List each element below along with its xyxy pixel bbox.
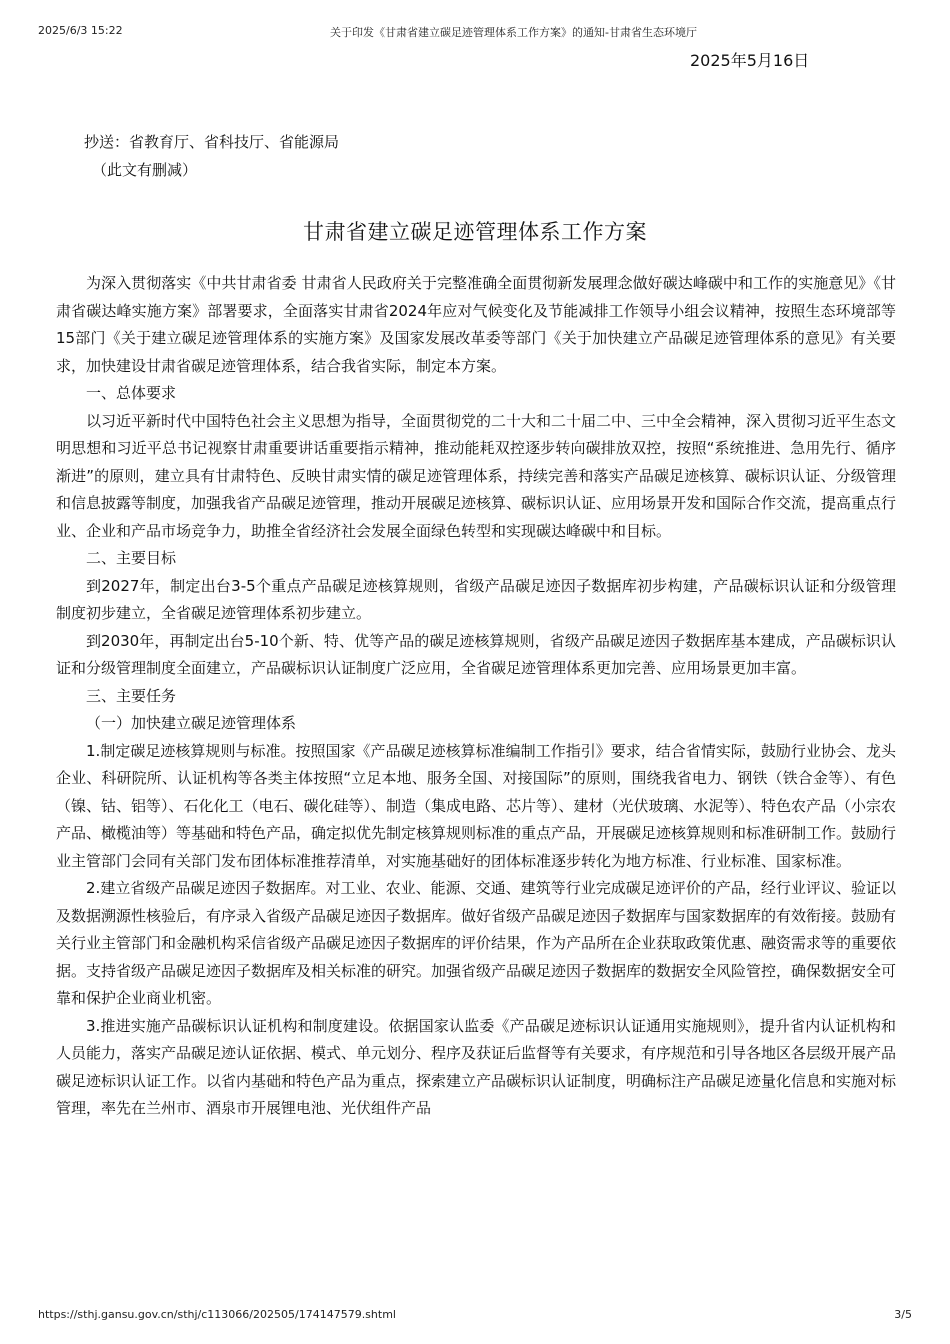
document-body	[56, 270, 896, 1123]
print-page-title: 关于印发《甘肃省建立碳足迹管理体系工作方案》的通知-甘肃省生态环境厅	[330, 26, 697, 39]
paragraph-task-1: 1.制定碳足迹核算规则与标准。按照国家《产品碳足迹核算标准编制工作指引》要求，结合省情实际，鼓励行业协会、龙头企业、科研院所、认证机构等各类主体按照“立足本地、服务全国、对接国际”的原则，围绕我省电力、钢铁（铁合金等）、有色（镍、钴、铝等）、石化化工（电石、碳化硅等）、制造（集成电路、芯片等）、建材（光伏玻璃、水泥等）、特色农产品（小宗农产品、橄榄油等）等基础和特色产品，确定拟优先制定核算规则标准的重点产品，开展碳足迹核算规则和标准研制工作。鼓励行业主管部门会同有关部门发布团体标准推荐清单，对实施基础好的团体标准逐步转化为地方标准、行业标准、国家标准。	[56, 741, 897, 870]
section-heading-general: 一、总体要求	[86, 384, 177, 402]
document-title: 甘肃省建立碳足迹管理体系工作方案	[303, 220, 647, 244]
paragraph-goal-2027: 到2027年，制定出台3-5个重点产品碳足迹核算规则，省级产品碳足迹因子数据库初步构建，产品碳标识认证和分级管理制度初步建立，全省碳足迹管理体系初步建立。	[56, 576, 896, 622]
print-url: https://sthj.gansu.gov.cn/sthj/c113066/202505/174147579.shtml	[38, 1308, 396, 1321]
paragraph-goal-2030: 到2030年，再制定出台5-10个新、特、优等产品的碳足迹核算规则，省级产品碳足迹因子数据库基本建成，产品碳标识认证和分级管理制度全面建立，产品碳标识认证制度广泛应用，全省碳足迹管理体系更加完善、应用场景更加丰富。	[56, 631, 896, 677]
abridged-note: （此文有删减）	[92, 161, 198, 179]
print-page-number: 3/5	[894, 1308, 912, 1321]
section-heading-tasks: 三、主要任务	[86, 686, 177, 705]
subsection-heading-1: （一）加快建立碳足迹管理体系	[86, 714, 297, 732]
section-heading-goals: 二、主要目标	[86, 549, 177, 567]
paragraph-general: 以习近平新时代中国特色社会主义思想为指导，全面贯彻党的二十大和二十届二中、三中全会精神，深入贯彻习近平生态文明思想和习近平总书记视察甘肃重要讲话重要指示精神，推动能耗双控逐步转向碳排放双控，按照“系统推进、急用先行、循序渐进”的原则，建立具有甘肃特色、反映甘肃实情的碳足迹管理体系，持续完善和落实产品碳足迹核算、碳标识认证、分级管理和信息披露等制度，加强我省产品碳足迹管理，推动开展碳足迹核算、碳标识认证、应用场景开发和国际合作交流，提高重点行业、企业和产品市场竞争力，助推全省经济社会发展全面绿色转型和实现碳达峰碳中和目标。	[56, 411, 897, 540]
cc-line: 抄送：省教育厅、省科技厅、省能源局	[84, 133, 340, 151]
paragraph-task-3: 3.推进实施产品碳标识认证机构和制度建设。依据国家认监委《产品碳足迹标识认证通用实施规则》，提升省内认证机构和人员能力，落实产品碳足迹认证依据、模式、单元划分、程序及获证后监督等有关要求，有序规范和引导各地区各层级开展产品碳足迹标识认证工作。以省内基础和特色产品为重点，探索建立产品碳标识认证制度，明确标注产品碳足迹量化信息和实施对标管理，率先在兰州市、酒泉市开展锂电池、光伏组件产品	[56, 1016, 897, 1117]
print-datetime: 2025/6/3 15:22	[38, 24, 123, 37]
paragraph-intro: 为深入贯彻落实《中共甘肃省委 甘肃省人民政府关于完整准确全面贯彻新发展理念做好碳达峰碳中和工作的实施意见》《甘肃省碳达峰实施方案》部署要求，全面落实甘肃省2024年应对气候变化及节能减排工作领导小组会议精神，按照生态环境部等15部门《关于建立碳足迹管理体系的实施方案》及国家发展改革委等部门《关于加快建立产品碳足迹管理体系的意见》有关要求，加快建设甘肃省碳足迹管理体系，结合我省实际，制定本方案。	[56, 274, 896, 375]
document-date: 2025年5月16日	[690, 51, 810, 70]
paragraph-task-2: 2.建立省级产品碳足迹因子数据库。对工业、农业、能源、交通、建筑等行业完成碳足迹评价的产品，经行业评议、验证以及数据溯源性核验后，有序录入省级产品碳足迹因子数据库。做好省级产品碳足迹因子数据库与国家数据库的有效衔接。鼓励有关行业主管部门和金融机构采信省级产品碳足迹因子数据库的评价结果，作为产品所在企业获取政策优惠、融资需求等的重要依据。支持省级产品碳足迹因子数据库及相关标准的研究。加强省级产品碳足迹因子数据库的数据安全风险管控，确保数据安全可靠和保护企业商业机密。	[56, 879, 897, 1007]
